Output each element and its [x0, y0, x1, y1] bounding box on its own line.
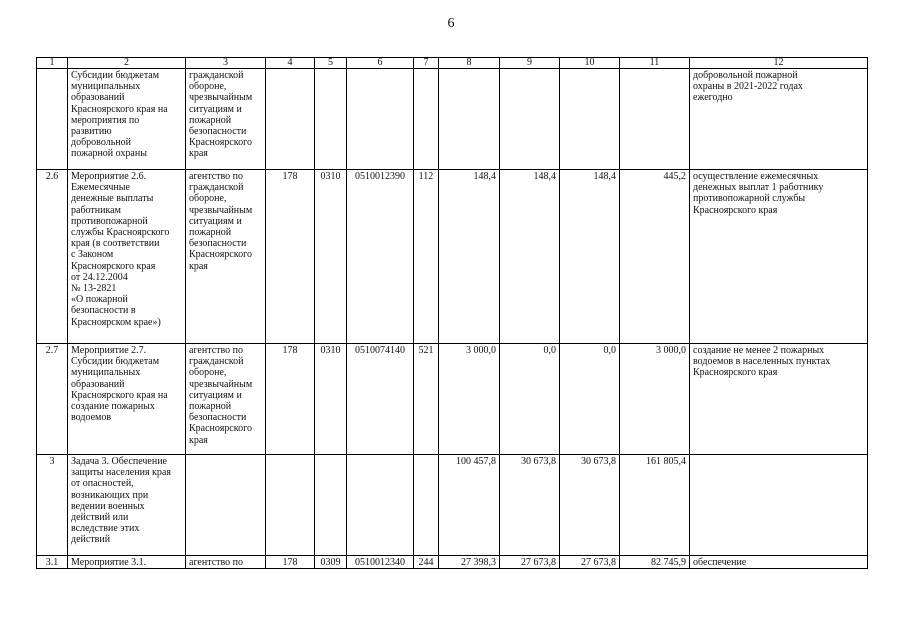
value-2023: 0,0 [560, 344, 620, 455]
row-number: 3 [37, 455, 68, 556]
program-activities-table [36, 57, 868, 569]
value-total: 161 805,4 [620, 455, 690, 556]
grbs-code [266, 455, 315, 556]
row-number: 2.7 [37, 344, 68, 455]
table-row [37, 344, 868, 455]
csr-code: 0510012390 [347, 170, 414, 344]
grbs-code [266, 69, 315, 170]
rzpr-code: 0309 [315, 556, 347, 569]
row-number [37, 69, 68, 170]
value-2021: 148,4 [439, 170, 500, 344]
vr-code: 521 [414, 344, 439, 455]
executor [186, 455, 266, 556]
vr-code: 112 [414, 170, 439, 344]
activity-name: Мероприятие 2.7. Субсидии бюджетам муниципальных образований Красноярского края на создание пожарных водоемов [68, 344, 186, 455]
executor: гражданской обороне, чрезвычайным ситуациям и пожарной безопасности Красноярского края [186, 69, 266, 170]
col-header: 3 [186, 58, 266, 69]
csr-code [347, 69, 414, 170]
vr-code: 244 [414, 556, 439, 569]
rzpr-code [315, 455, 347, 556]
column-number-row [37, 58, 868, 69]
page-number: 6 [447, 16, 455, 31]
value-2022: 30 673,8 [500, 455, 560, 556]
value-2021: 27 398,3 [439, 556, 500, 569]
value-2021: 3 000,0 [439, 344, 500, 455]
col-header: 11 [620, 58, 690, 69]
value-2022 [500, 69, 560, 170]
rzpr-code: 0310 [315, 170, 347, 344]
value-2021: 100 457,8 [439, 455, 500, 556]
col-header: 6 [347, 58, 414, 69]
col-header: 8 [439, 58, 500, 69]
value-total [620, 69, 690, 170]
csr-code [347, 455, 414, 556]
rzpr-code: 0310 [315, 344, 347, 455]
vr-code [414, 69, 439, 170]
vr-code [414, 455, 439, 556]
expected-result: добровольной пожарной охраны в 2021-2022 годах ежегодно [690, 69, 868, 170]
expected-result [690, 455, 868, 556]
executor: агентство по гражданской обороне, чрезвычайным ситуациям и пожарной безопасности Красноярского края [186, 170, 266, 344]
grbs-code: 178 [266, 556, 315, 569]
value-total: 445,2 [620, 170, 690, 344]
expected-result: обеспечение [690, 556, 868, 569]
row-number: 2.6 [37, 170, 68, 344]
expected-result: осуществление ежемесячных денежных выплат 1 работнику противопожарной службы Красноярского края [690, 170, 868, 344]
value-2022: 148,4 [500, 170, 560, 344]
col-header: 7 [414, 58, 439, 69]
col-header: 4 [266, 58, 315, 69]
value-2022: 0,0 [500, 344, 560, 455]
col-header: 5 [315, 58, 347, 69]
activity-name: Задача 3. Обеспечение защиты населения края от опасностей, возникающих при ведении военных действий или вследствие этих действий [68, 455, 186, 556]
col-header: 12 [690, 58, 868, 69]
rzpr-code [315, 69, 347, 170]
col-header: 10 [560, 58, 620, 69]
csr-code: 0510012340 [347, 556, 414, 569]
activity-name: Субсидии бюджетам муниципальных образований Красноярского края на мероприятия по развитию добровольной пожарной охраны [68, 69, 186, 170]
activity-name: Мероприятие 2.6. Ежемесячные денежные выплаты работникам противопожарной службы Красноярского края (в соответствии с Законом Красноярского края от 24.12.2004 № 13-2821 «О пожарной безопасности в Красноярском крае») [68, 170, 186, 344]
value-2022: 27 673,8 [500, 556, 560, 569]
grbs-code: 178 [266, 344, 315, 455]
expected-result: создание не менее 2 пожарных водоемов в населенных пунктах Красноярского края [690, 344, 868, 455]
csr-code: 0510074140 [347, 344, 414, 455]
value-2021 [439, 69, 500, 170]
grbs-code: 178 [266, 170, 315, 344]
col-header: 9 [500, 58, 560, 69]
value-2023: 27 673,8 [560, 556, 620, 569]
value-total: 3 000,0 [620, 344, 690, 455]
col-header: 1 [37, 58, 68, 69]
activity-name: Мероприятие 3.1. [68, 556, 186, 569]
col-header: 2 [68, 58, 186, 69]
table-row [37, 69, 868, 170]
row-number: 3.1 [37, 556, 68, 569]
executor: агентство по гражданской обороне, чрезвычайным ситуациям и пожарной безопасности Красноярского края [186, 344, 266, 455]
value-2023 [560, 69, 620, 170]
table-row [37, 170, 868, 344]
value-total: 82 745,9 [620, 556, 690, 569]
executor: агентство по [186, 556, 266, 569]
table-row [37, 455, 868, 556]
value-2023: 148,4 [560, 170, 620, 344]
value-2023: 30 673,8 [560, 455, 620, 556]
table-row [37, 556, 868, 569]
